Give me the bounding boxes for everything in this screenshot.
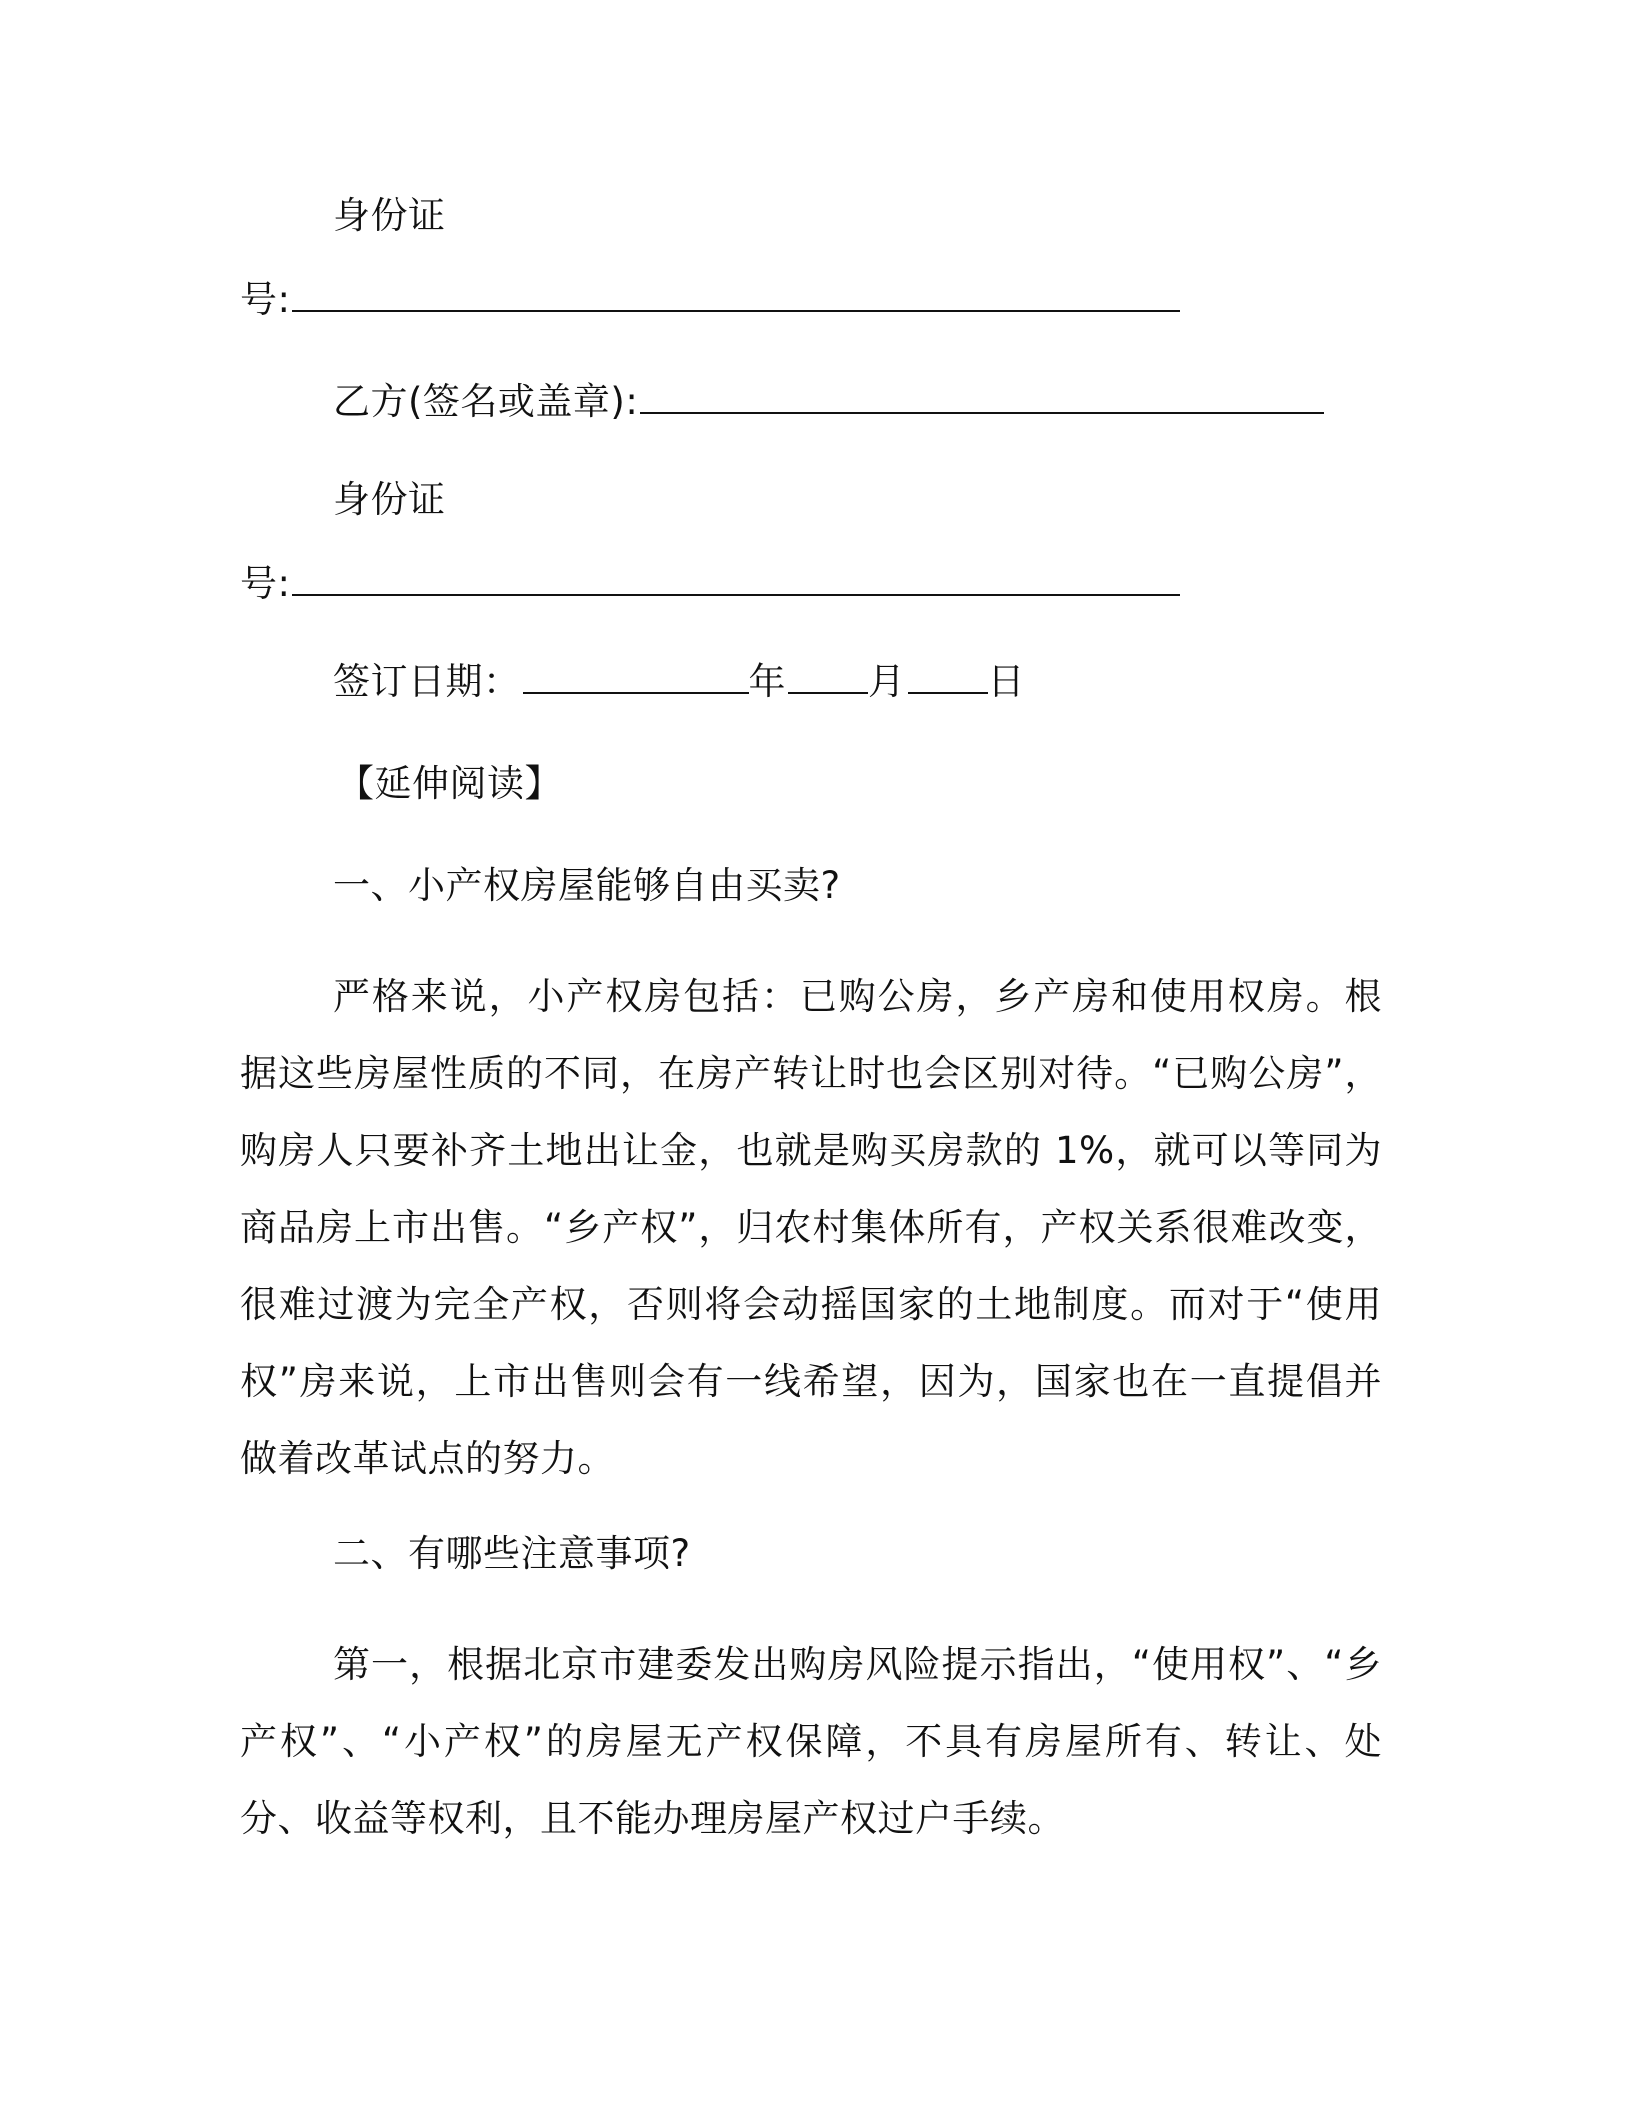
party-a-id-blank[interactable] (292, 282, 1180, 312)
party-b-id-label: 身份证 (333, 478, 446, 521)
sign-date-label: 签订日期： (333, 660, 521, 703)
party-b-id-label-line1 (333, 476, 1400, 524)
party-b-sign-line (333, 378, 1400, 426)
party-a-id-label-suffix: 号: (240, 278, 291, 321)
question-2-title-text: 二、有哪些注意事项? (333, 1532, 691, 1575)
question-1-title-text: 一、小产权房屋能够自由买卖? (333, 864, 841, 907)
month-label: 月 (868, 660, 906, 703)
party-b-sign-blank[interactable] (640, 384, 1324, 414)
day-blank[interactable] (908, 664, 988, 694)
party-a-id-line (240, 276, 1400, 324)
party-a-id-label-line1 (333, 192, 1400, 240)
party-a-id-label: 身份证 (333, 194, 446, 237)
question-1-body: 严格来说，小产权房包括：已购公房，乡产房和使用权房。根据这些房屋性质的不同，在房产转让时也会区别对待。“已购公房”，购房人只要补齐土地出让金，也就是购买房款的 1%，就可以等同为商品房上市出售。“乡产权”，归农村集体所有，产权关系很难改变，很难过渡为完全产权，否则将会动摇国家的土地制度。而对于“使用权”房来说，上市出售则会有一线希望，因为，国家也在一直提倡并做着改革试点的努力。 (240, 975, 1382, 1480)
year-blank[interactable] (523, 664, 749, 694)
question-1-title (333, 862, 1400, 910)
party-b-id-label-suffix: 号: (240, 562, 291, 605)
sign-date-line (333, 658, 1400, 706)
year-label: 年 (748, 660, 786, 703)
party-b-id-blank[interactable] (292, 566, 1180, 596)
party-b-sign-label: 乙方(签名或盖章): (333, 380, 639, 423)
month-blank[interactable] (788, 664, 868, 694)
question-2-body: 第一，根据北京市建委发出购房风险提示指出，“使用权”、“乡产权”、“小产权”的房屋无产权保障，不具有房屋所有、转让、处分、收益等权利，且不能办理房屋产权过户手续。 (240, 1643, 1382, 1840)
day-label: 日 (987, 660, 1025, 703)
party-b-id-line (240, 560, 1400, 608)
extended-reading-heading (337, 760, 1404, 808)
extended-reading-heading-text: 【延伸阅读】 (337, 762, 562, 805)
question-2-title (333, 1530, 1400, 1578)
